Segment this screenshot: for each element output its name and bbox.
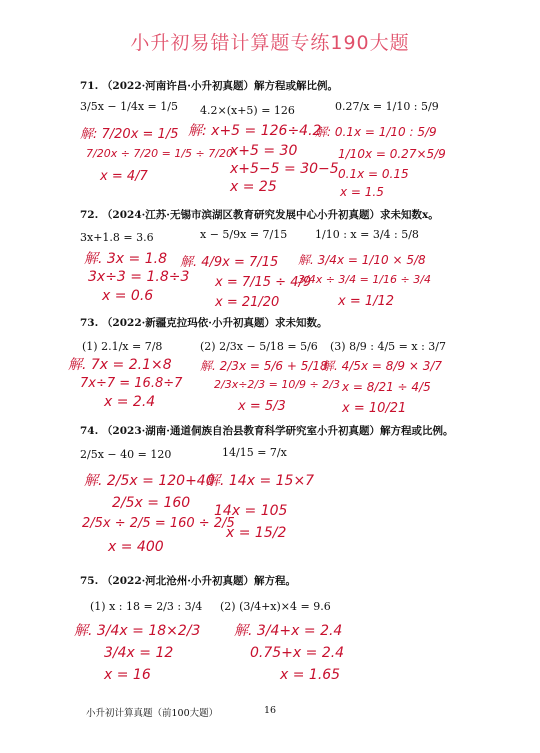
page-title: 小升初易错计算题专练190大题 [130,32,410,54]
q71-work-3-line-2: 1/10x = 0.27×5/9 [338,147,446,161]
q72-work-1-line-1: 解. 3x = 1.8 [84,251,167,267]
q74-work-1-line-3: 2/5x ÷ 2/5 = 160 ÷ 2/5 [82,516,235,531]
question-73-header: 73. （2022·新疆克拉玛依·小升初真题）求未知数。 [80,317,328,329]
question-74-header: 74. （2023·湖南·通道侗族自治县教育科学研究室小升初真题）解方程或比例。 [80,425,454,437]
q72-work-3-line-2: 3/4x ÷ 3/4 = 1/16 ÷ 3/4 [298,273,431,286]
q71-problem-3: 0.27/x = 1/10 : 5/9 [335,100,439,113]
q74-problem-2: 14/15 = 7/x [222,446,287,459]
q71-work-3-line-4: x = 1.5 [340,185,384,199]
q74-work-2-line-1: 解. 14x = 15×7 [206,473,315,489]
question-75-header: 75. （2022·河北沧州·小升初真题）解方程。 [80,575,296,587]
q71-work-1-line-2: 7/20x ÷ 7/20 = 1/5 ÷ 7/20 [86,147,233,160]
q72-problem-2: x − 5/9x = 7/15 [200,228,288,241]
q73-problem-3: (3) 8/9 : 4/5 = x : 3/7 [330,340,446,353]
q73-work-2-line-2: 2/3x÷2/3 = 10/9 ÷ 2/3 [214,378,340,391]
q75-work-1-line-3: x = 16 [104,667,151,683]
q73-work-3-line-2: x = 8/21 ÷ 4/5 [342,380,431,394]
q74-work-2-line-3: x = 15/2 [226,525,287,541]
q71-work-2-line-3: x+5−5 = 30−5 [230,161,339,177]
q72-work-2-line-2: x = 7/15 ÷ 4/9 [215,275,312,290]
question-71-header: 71. （2022·河南许昌·小升初真题）解方程或解比例。 [80,80,338,92]
q75-problem-1: (1) x : 18 = 2/3 : 3/4 [90,600,203,613]
q71-problem-2: 4.2×(x+5) = 126 [200,104,295,117]
q73-work-1-line-2: 7x÷7 = 16.8÷7 [80,376,183,391]
q73-work-1-line-1: 解. 7x = 2.1×8 [68,357,172,373]
q74-work-2-line-2: 14x = 105 [214,503,288,519]
q73-work-1-line-3: x = 2.4 [104,394,156,410]
page-number: 16 [264,705,277,716]
q74-work-1-line-4: x = 400 [108,539,164,555]
q73-work-3-line-1: 解. 4/5x = 8/9 × 3/7 [322,359,443,373]
q72-problem-1: 3x+1.8 = 3.6 [80,231,154,244]
q75-work-1-line-1: 解. 3/4x = 18×2/3 [74,623,201,639]
footer-book-title: 小升初计算真题（前100大题） [86,708,219,719]
q75-work-2-line-1: 解. 3/4+x = 2.4 [234,623,343,639]
q74-work-1-line-2: 2/5x = 160 [112,495,191,511]
q72-work-2-line-3: x = 21/20 [215,295,280,310]
q72-problem-3: 1/10 : x = 3/4 : 5/8 [315,228,419,241]
q71-work-2-line-4: x = 25 [230,179,277,195]
q75-work-2-line-3: x = 1.65 [280,667,341,683]
q71-work-2-line-1: 解: x+5 = 126÷4.2 [188,123,322,139]
q72-work-2-line-1: 解. 4/9x = 7/15 [180,255,279,270]
question-72-header: 72. （2024·江苏·无锡市滨湖区教育研究发展中心小升初真题）求未知数x。 [80,209,439,221]
q75-problem-2: (2) (3/4+x)×4 = 9.6 [220,600,331,613]
q72-work-1-line-3: x = 0.6 [102,288,154,304]
q71-problem-1: 3/5x − 1/4x = 1/5 [80,100,178,113]
q71-work-2-line-2: x+5 = 30 [230,143,298,159]
q73-work-2-line-3: x = 5/3 [238,399,286,414]
q71-work-1-line-1: 解: 7/20x = 1/5 [80,127,179,142]
q71-work-3-line-3: 0.1x = 0.15 [338,167,409,181]
q73-problem-1: (1) 2.1/x = 7/8 [82,340,163,353]
q74-problem-1: 2/5x − 40 = 120 [80,448,172,461]
q71-work-1-line-3: x = 4/7 [100,169,148,184]
q73-work-2-line-1: 解. 2/3x = 5/6 + 5/18 [200,359,328,373]
q75-work-2-line-2: 0.75+x = 2.4 [250,645,345,661]
q73-problem-2: (2) 2/3x − 5/18 = 5/6 [200,340,318,353]
q71-work-3-line-1: 解: 0.1x = 1/10 : 5/9 [315,125,437,139]
q72-work-3-line-1: 解. 3/4x = 1/10 × 5/8 [298,253,426,267]
q73-work-3-line-3: x = 10/21 [342,401,407,416]
q75-work-1-line-2: 3/4x = 12 [104,645,174,661]
q72-work-1-line-2: 3x÷3 = 1.8÷3 [88,269,190,285]
q74-work-1-line-1: 解. 2/5x = 120+40 [84,473,215,489]
q72-work-3-line-3: x = 1/12 [338,294,395,309]
